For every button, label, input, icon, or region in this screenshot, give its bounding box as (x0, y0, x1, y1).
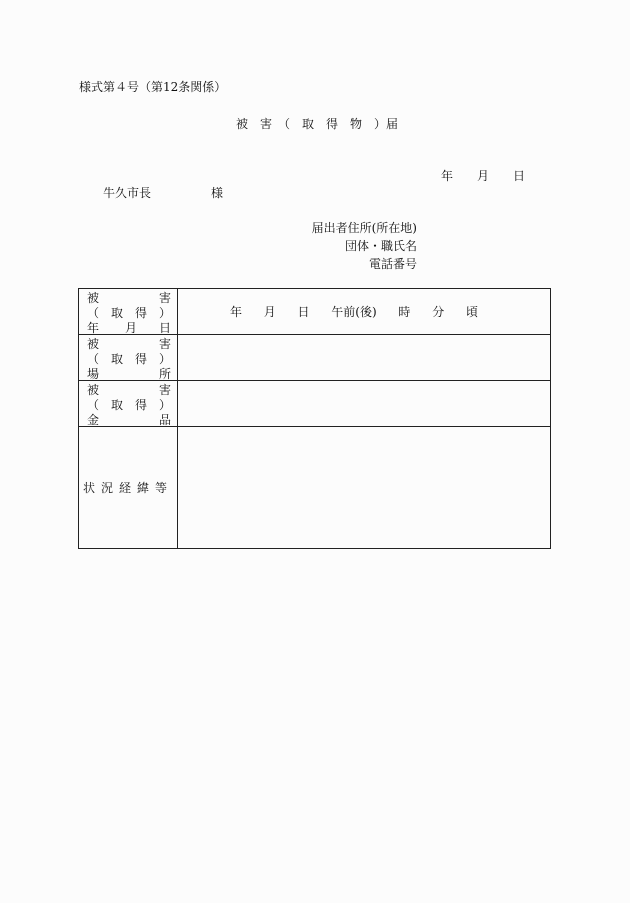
items-value-cell[interactable] (178, 381, 551, 427)
applicant-org-label: 団体・職氏名 (344, 239, 417, 253)
approx-unit: 頃 (465, 305, 478, 319)
addressee: 牛久市長 様 (103, 186, 224, 200)
form-number: 様式第４号（第12条関係） (79, 80, 227, 94)
label-char: 害 (158, 291, 171, 305)
table-row-place (79, 335, 551, 381)
date-value-cell[interactable] (178, 289, 551, 335)
applicant-phone-label: 電話番号 (368, 257, 417, 271)
label-char: 被 (87, 383, 100, 397)
month-unit: 月 (263, 305, 276, 319)
label-paren: （ 取 得 ） (87, 352, 172, 366)
table-row-date (79, 289, 551, 335)
label-char: 被 (87, 291, 100, 305)
label-char: 所 (158, 367, 171, 381)
year-unit: 年 (230, 305, 243, 319)
date-line: 年 月 日 (441, 169, 526, 183)
label-char: 被 (87, 337, 100, 351)
place-value-cell[interactable] (178, 335, 551, 381)
label-paren: （ 取 得 ） (87, 398, 172, 412)
label-cell-date (79, 289, 178, 335)
label-paren: （ 取 得 ） (87, 306, 172, 320)
label-char: 日 (158, 321, 171, 335)
table-row-items (79, 381, 551, 427)
label-cell-items (79, 381, 178, 427)
label-cell-circumstances (79, 427, 178, 549)
label-char: 害 (158, 337, 171, 351)
label-char: 金 (87, 413, 100, 427)
label-char: 月 (125, 321, 138, 335)
date-fields (230, 303, 478, 320)
am-pm-unit: 午前(後) (331, 305, 377, 319)
applicant-address-label: 届出者住所(所在地) (311, 221, 417, 235)
minute-unit: 分 (432, 305, 445, 319)
hour-unit: 時 (398, 305, 411, 319)
report-table (78, 288, 551, 549)
day-unit: 日 (297, 305, 310, 319)
circumstances-value-cell[interactable] (178, 427, 551, 549)
label-char: 場 (87, 367, 100, 381)
table-row-circumstances (79, 427, 551, 549)
label-char: 年 (87, 321, 100, 335)
label-char: 品 (158, 413, 171, 427)
label-char: 害 (158, 383, 171, 397)
circumstances-label: 状況経緯等 (82, 481, 173, 495)
document-title: 被 害 （ 取 得 物 ）届 (236, 117, 399, 131)
label-cell-place (79, 335, 178, 381)
